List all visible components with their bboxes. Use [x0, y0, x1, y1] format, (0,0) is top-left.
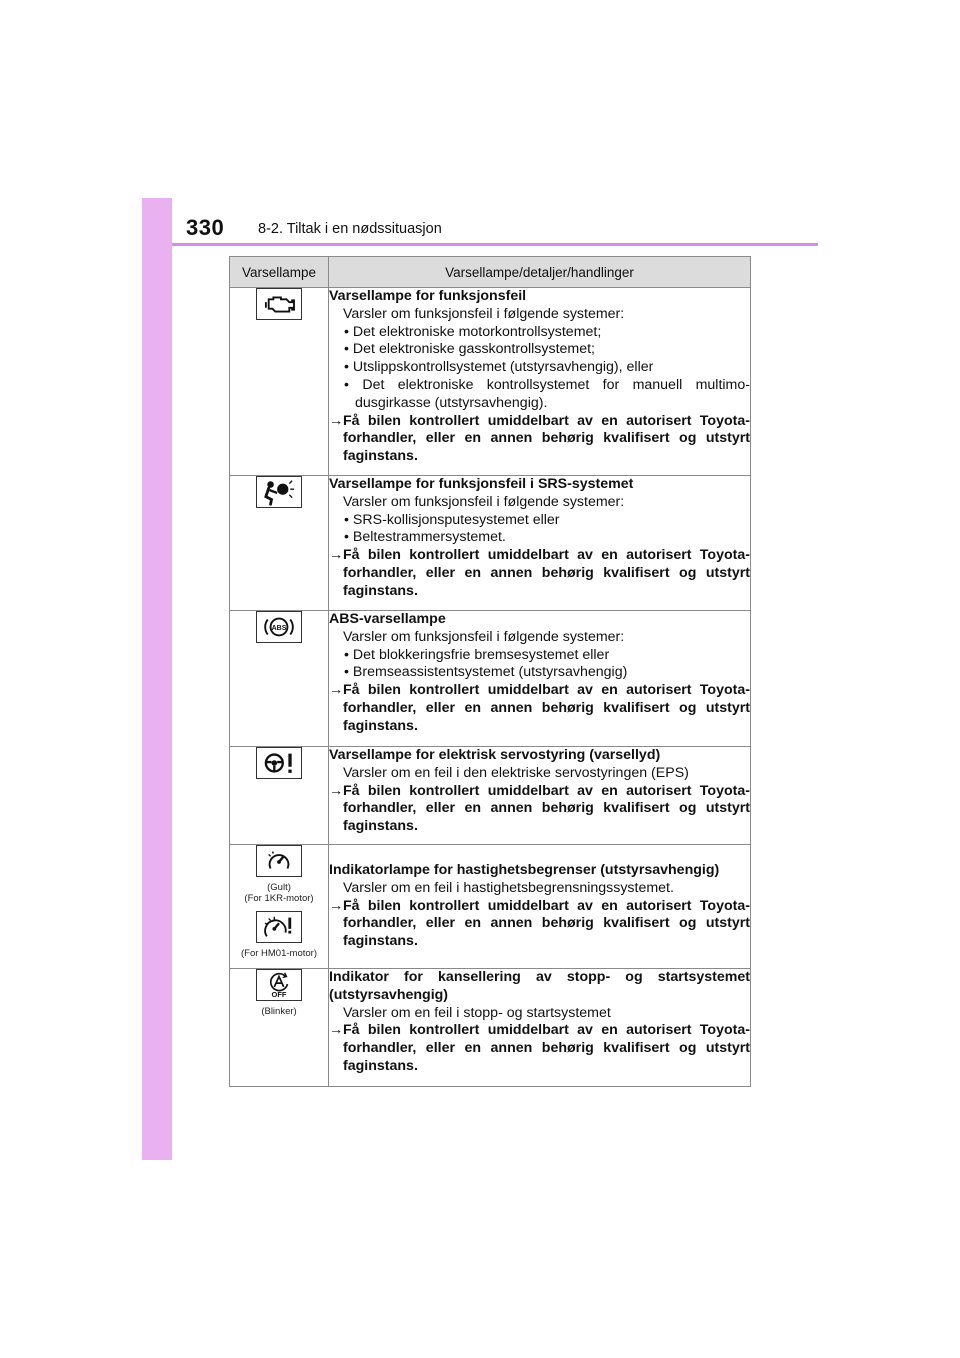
speed-limiter-icon — [256, 845, 302, 877]
details-cell — [329, 611, 751, 747]
row-title: Varsellampe for funksjonsfeil — [329, 288, 527, 304]
table-row — [230, 476, 751, 611]
bullet-item: • Utslippskontrollsystemet (utstyrsavhengig), eller — [344, 359, 654, 376]
arrow-icon: → — [329, 897, 344, 914]
details-cell — [329, 747, 751, 845]
row-intro: Varsler om en feil i stopp- og startsystemet — [343, 1004, 611, 1021]
off-label: OFF — [271, 990, 287, 1000]
table-row — [230, 845, 751, 969]
table-row — [230, 611, 751, 747]
warning-lights-table — [229, 256, 751, 1087]
details-cell — [329, 288, 751, 476]
row-action: →Få bilen kontrollert umiddelbart av en autorisert Toyota-forhandler, eller en annen behørig kvalifisert og utstyrt faginstans. — [329, 547, 750, 599]
engine-check-icon — [256, 288, 302, 320]
row-title: Indikatorlampe for hastighetsbegrenser (utstyrsavhengig) — [329, 862, 720, 878]
icon-cell — [230, 288, 329, 476]
page-number: 330 — [186, 215, 225, 240]
header-rule — [172, 243, 818, 246]
row-action: →Få bilen kontrollert umiddelbart av en autorisert Toyota-forhandler, eller en annen behørig kvalifisert og utstyrt faginstans. — [329, 412, 750, 465]
row-intro: Varsler om funksjonsfeil i følgende systemer: — [343, 493, 625, 510]
row-intro: Varsler om funksjonsfeil i følgende systemer: — [343, 628, 625, 645]
icon-caption: (For HM01-motor) — [240, 948, 317, 959]
icon-cell — [230, 969, 329, 1087]
arrow-icon: → — [329, 782, 344, 799]
icon-cell — [230, 476, 329, 611]
speed-limiter-hm01-icon — [256, 911, 302, 943]
bullet-item: • SRS-kollisjonsputesystemet eller — [344, 511, 560, 528]
stop-start-off-icon — [256, 969, 302, 1001]
details-cell — [329, 476, 751, 611]
icon-caption: (Gult) — [267, 882, 291, 893]
icon-cell — [230, 845, 329, 969]
abs-icon — [256, 611, 302, 643]
arrow-icon: → — [329, 682, 344, 699]
row-action: →Få bilen kontrollert umiddelbart av en autorisert Toyota-forhandler, eller en annen behørig kvalifisert og utstyrt faginstans. — [329, 1022, 750, 1074]
srs-airbag-icon — [256, 476, 302, 508]
bullet-item: • Det elektroniske motorkontrollsystemet; — [344, 323, 602, 340]
row-intro: Varsler om en feil i hastighetsbegrensningssystemet. — [343, 879, 674, 896]
row-action: →Få bilen kontrollert umiddelbart av en autorisert Toyota-forhandler, eller en annen behørig kvalifisert og utstyrt faginstans. — [329, 682, 750, 734]
details-cell — [329, 845, 751, 969]
row-title: Varsellampe for elektrisk servostyring (varsellyd) — [329, 747, 661, 763]
bullet-item: • Det blokkeringsfrie bremsesystemet eller — [344, 646, 610, 663]
col-header-lamp: Varsellampe — [230, 257, 329, 288]
arrow-icon: → — [329, 1022, 344, 1039]
row-intro: Varsler om funksjonsfeil i følgende systemer: — [343, 305, 625, 322]
bullet-item: • Det elektroniske gasskontrollsystemet; — [344, 341, 595, 358]
col-header-details: Varsellampe/detaljer/handlinger — [329, 257, 751, 288]
bullet-item: • Det elektroniske kontrollsystemet for manuell multimo-dusgirkasse (utstyrsavhengig). — [344, 376, 750, 411]
icon-cell — [230, 611, 329, 747]
bullet-item: • Bremseassistentsystemet (utstyrsavhengig) — [344, 664, 628, 681]
row-title: ABS-varsellampe — [329, 611, 446, 627]
row-action: →Få bilen kontrollert umiddelbart av en autorisert Toyota-forhandler, eller en annen behørig kvalifisert og utstyrt faginstans. — [329, 782, 750, 835]
table-row — [230, 747, 751, 845]
row-intro: Varsler om en feil i den elektriske servostyringen (EPS) — [343, 764, 689, 781]
table-row — [230, 288, 751, 476]
bullet-item: • Beltestrammersystemet. — [344, 529, 506, 546]
arrow-icon: → — [329, 412, 344, 429]
arrow-icon: → — [329, 547, 344, 564]
table-row — [230, 969, 751, 1087]
icon-caption: (Blinker) — [261, 1006, 297, 1017]
row-title: Varsellampe for funksjonsfeil i SRS-systemet — [329, 476, 634, 492]
section-title: 8-2. Tiltak i en nødssituasjon — [258, 221, 442, 237]
side-tab-strip — [142, 198, 172, 1160]
row-title: Indikator for kansellering av stopp- og startsystemet (utstyrsavhengig) — [329, 969, 750, 1003]
abs-icon-label: ABS — [271, 624, 287, 632]
row-action: →Få bilen kontrollert umiddelbart av en autorisert Toyota-forhandler, eller en annen behørig kvalifisert og utstyrt faginstans. — [329, 897, 750, 950]
details-cell — [329, 969, 751, 1087]
icon-cell — [230, 747, 329, 845]
eps-steering-icon — [256, 747, 302, 779]
icon-caption: (For 1KR-motor) — [244, 893, 314, 904]
